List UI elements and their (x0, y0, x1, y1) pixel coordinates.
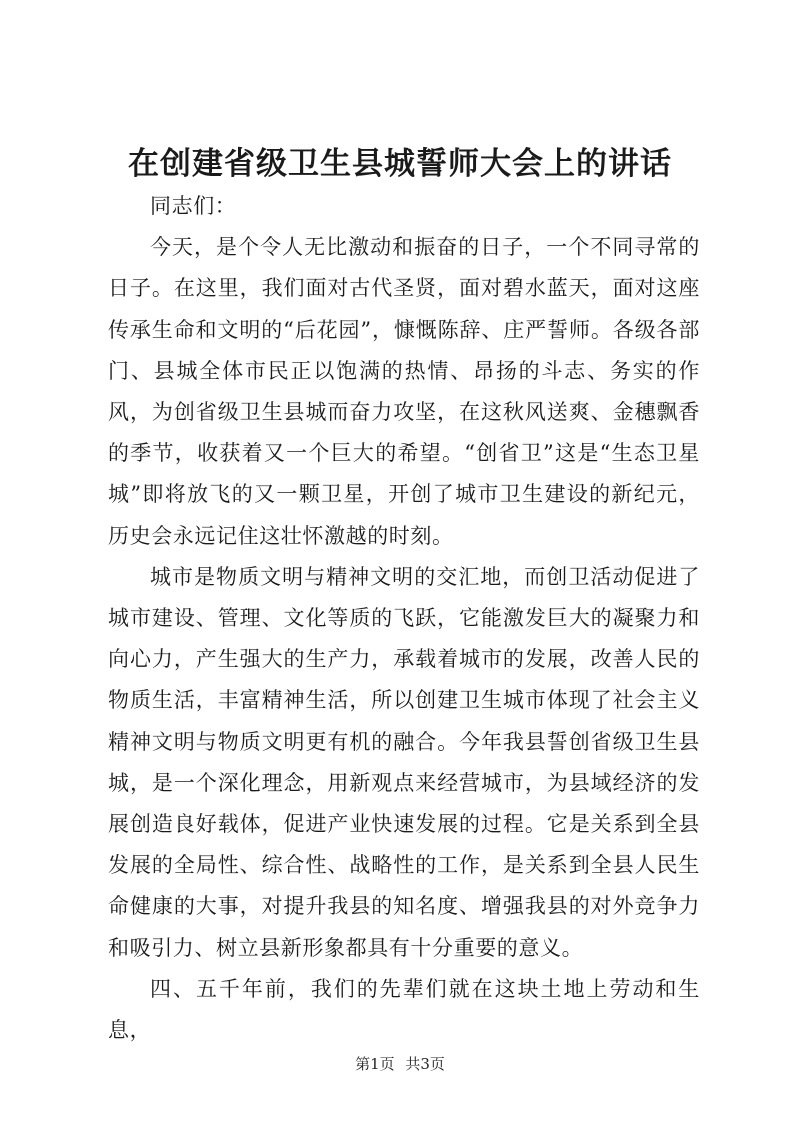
paragraph-2: 城市是物质文明与精神文明的交汇地，而创卫活动促进了城市建设、管理、文化等质的飞跃，它能激发巨大的凝聚力和向心力，产生强大的生产力，承载着城市的发展，改善人民的物质生活，丰富精神生活，所以创建卫生城市体现了社会主义精神文明与物质文明更有机的融合。今年我县誓创省级卫生县城，是一个深化理念，用新观点来经营城市，为县域经济的发展创造良好载体，促进产业快速发展的过程。它是关系到全县发展的全局性、综合性、战略性的工作，是关系到全县人民生命健康的大事，对提升我县的知名度、增强我县的对外竞争力和吸引力、树立县新形象都具有十分重要的意义。 (108, 564, 700, 960)
page-total: 共3页 (405, 1055, 445, 1073)
paragraph-3: 四、五千年前，我们的先辈们就在这块土地上劳动和生息， (108, 976, 700, 1043)
paragraph-1: 今天，是个令人无比激动和振奋的日子，一个不同寻常的日子。在这里，我们面对古代圣贤，面对碧水蓝天，面对这座传承生命和文明的“后花园”，慷慨陈辞、庄严誓师。各级各部门、县城全体市民正以饱满的热情、昂扬的斗志、务实的作风，为创省级卫生县城而奋力攻坚，在这秋风送爽、金穗飘香的季节，收获着又一个巨大的希望。“创省卫”这是“生态卫星城”即将放飞的又一颗卫星，开创了城市卫生建设的新纪元，历史会永远记住这壮怀激越的时刻。 (108, 235, 700, 548)
document-body (108, 186, 700, 1051)
page-number: 第1页 (355, 1055, 395, 1073)
salutation: 同志们： (150, 194, 237, 218)
page-footer (0, 1054, 800, 1074)
document-title: 在创建省级卫生县城誓师大会上的讲话 (128, 146, 672, 182)
